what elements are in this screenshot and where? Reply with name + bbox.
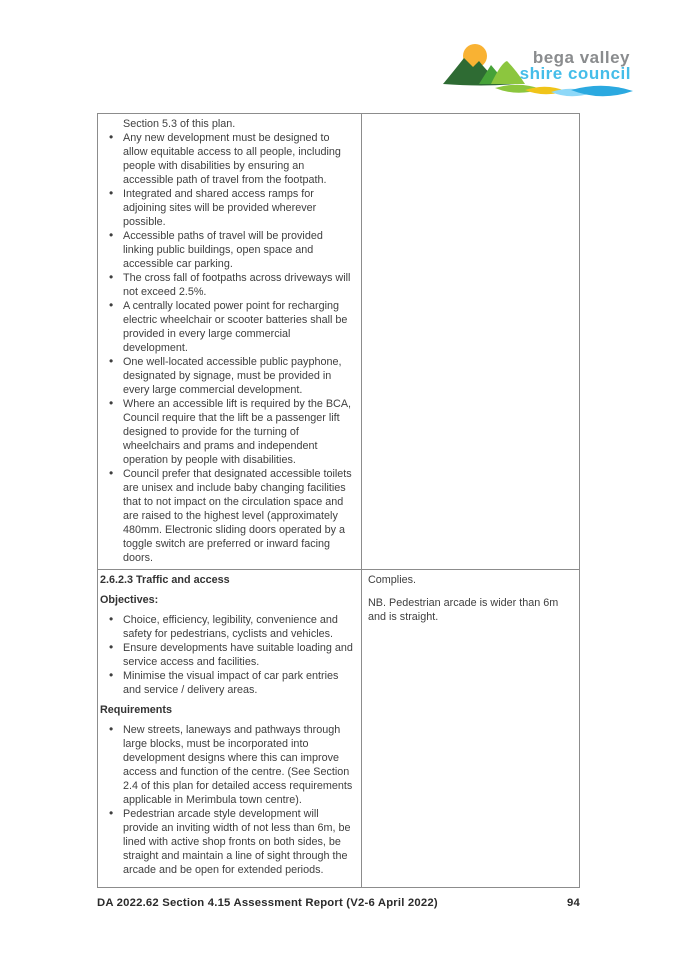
list-item: • The cross fall of footpaths across driveways will not exceed 2.5%. (98, 271, 355, 299)
logo-text-line1: bega valley (532, 48, 630, 67)
list-item: • Pedestrian arcade style development will provide an inviting width of not less than 6m, be lined with active shop fronts on both sides, be straight and maintain a line of sight through the arcade and be open for extended periods. (98, 807, 355, 877)
list-item: • New streets, laneways and pathways through large blocks, must be incorporated into development designs where this can improve access and function of the centre. (See Section 2.4 of this plan for detailed access requirements applicable in Merimbula town centre). (98, 723, 355, 807)
footer-document-title: DA 2022.62 Section 4.15 Assessment Report (V2-6 April 2022) (97, 897, 438, 909)
objectives-heading: Objectives: (100, 594, 159, 606)
list-item: • Any new development must be designed to allow equitable access to all people, including people with disabilities by ensuring an accessible path of travel from the footpath. (98, 131, 355, 187)
council-logo (443, 38, 633, 102)
list-item: • Choice, efficiency, legibility, convenience and safety for pedestrians, cyclists and vehicles. (98, 613, 355, 641)
list-item: • Minimise the visual impact of car park entries and service / delivery areas. (98, 669, 355, 697)
list-item: • Ensure developments have suitable loading and service access and facilities. (98, 641, 355, 669)
footer-page-number: 94 (567, 897, 580, 909)
list-item: • One well-located accessible public payphone, designated by signage, must be provided in every large commercial development. (98, 355, 355, 397)
objectives-bullet-list (98, 613, 355, 697)
requirements-cell (98, 114, 362, 569)
compliance-status: Complies. (368, 574, 417, 586)
table-row (98, 114, 579, 569)
requirements-heading: Requirements (100, 704, 172, 716)
comment-cell-empty (362, 114, 579, 569)
list-item: • Integrated and shared access ramps for adjoining sites will be provided wherever possible. (98, 187, 355, 229)
list-item: • A centrally located power point for recharging electric wheelchair or scooter batteries shall be provided in every large commercial development. (98, 299, 355, 355)
council-logo-graphic (443, 38, 633, 102)
requirements-cell (98, 570, 362, 887)
requirements-bullet-list (98, 723, 355, 877)
table-row (98, 569, 579, 887)
logo-text-line2: shire council (519, 64, 631, 83)
intro-text: Section 5.3 of this plan. (123, 118, 236, 130)
section-heading: 2.6.2.3 Traffic and access (100, 574, 230, 586)
list-item: • Where an accessible lift is required by the BCA, Council require that the lift be a passenger lift designed to provide for the turning of wheelchairs and prams and independent operation by people with disabilities. (98, 397, 355, 467)
list-item: • Council prefer that designated accessible toilets are unisex and include baby changing facilities that to not impact on the circulation space and are raised to the highest level (approximately 480mm. Electronic sliding doors operated by a toggle switch are preferred or inward facing doors. (98, 467, 355, 565)
compliance-note: NB. Pedestrian arcade is wider than 6m and is straight. (368, 597, 559, 623)
assessment-table (97, 113, 580, 888)
accessibility-bullet-list (98, 131, 355, 565)
comment-cell (362, 570, 579, 887)
list-item: • Accessible paths of travel will be provided linking public buildings, open space and accessible car parking. (98, 229, 355, 271)
page-footer (97, 897, 580, 909)
